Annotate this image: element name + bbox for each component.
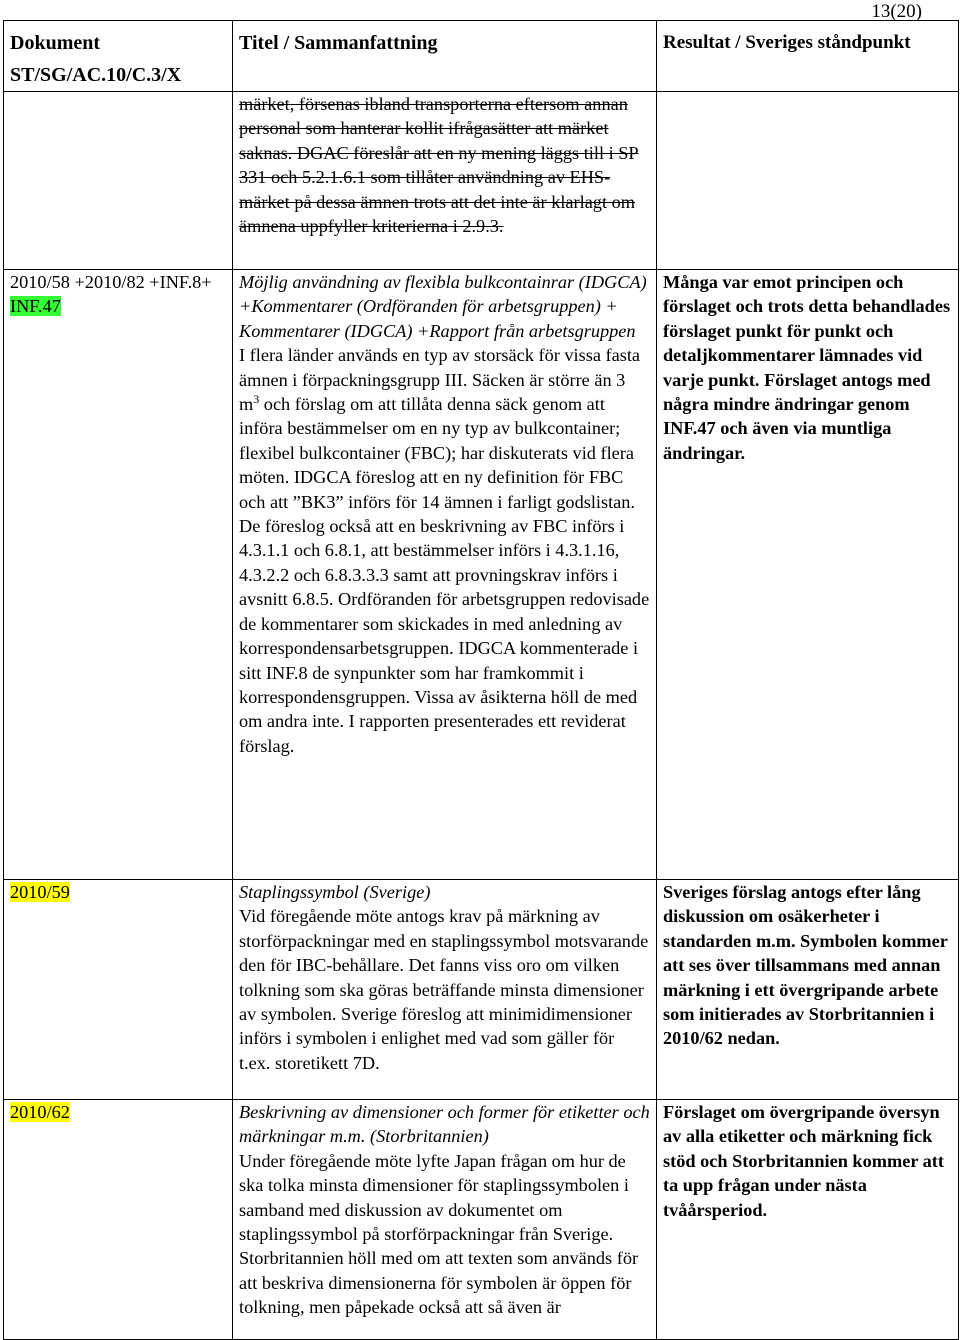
row-document-cell [4,880,233,1100]
highlighted-reference: 2010/62 [10,1102,70,1122]
result-text: Förslaget om övergripande översyn av alla etiketter och märkning fick stöd och Storbritannien kommer att ta upp frågan under nästa tvåårsperiod. [663,1102,944,1220]
row-document-cell [4,270,233,880]
struck-text: märket, försenas ibland transporterna eftersom annan personal som hanterar kollit ifrågasätter att märket saknas. DGAC föreslår att en ny mening läggs till i SP 331 och 5.2.1.6.1 som tillåter användning av EHS-märket på dessa ämnen trots att det inte är klarlagt om ämnena uppfyller kriterierna i 2.9.3. [239,94,639,237]
document-table [3,20,959,1340]
document-reference: 2010/58 +2010/82 +INF.8+ [10,272,212,292]
row-result-cell [657,880,959,1100]
table-row [4,880,959,1100]
header-document-code: ST/SG/AC.10/C.3/X [10,64,182,86]
result-text: Sveriges förslag antogs efter lång diskussion om osäkerheter i standarden m.m. Symbolen kommer att ses över tillsammans med annan märkning i ett övergripande arbete som initierades av Storbritannien i 2010/62 nedan. [663,882,948,1049]
page-number: 13(20) [871,1,922,22]
table-row [4,270,959,880]
highlighted-reference: 2010/59 [10,882,70,902]
row-result-cell [657,1100,959,1340]
row-document-cell [4,92,233,270]
row-result-cell [657,92,959,270]
item-title: Möjlig användning av flexibla bulkcontainrar (IDGCA) +Kommentarer (Ordföranden för arbetsgruppen) + Kommentarer (IDGCA) +Rapport från arbetsgruppen [239,272,647,341]
header-title: Titel / Sammanfattning [233,21,657,92]
item-title: Beskrivning av dimensioner och former för etiketter och märkningar m.m. (Storbritannien) [239,1102,650,1147]
row-document-cell [4,1100,233,1340]
table-header-row [4,21,959,92]
header-document [4,21,233,92]
row-result-cell [657,270,959,880]
highlighted-reference: INF.47 [10,296,61,317]
item-title: Staplingssymbol (Sverige) [239,882,431,902]
row-summary-cell [233,880,657,1100]
item-body: I flera länder används en typ av storsäck för vissa fasta ämnen i förpackningsgrupp III. Säcken är större än 3 $m^3$ och förslag om att tillåta denna säck genom att införa bestämmelser om en ny typ av bulkcontainer; flexibel bulkcontainer (FBC); har diskuterats vid flera möten. IDGCA föreslog att en ny definition för FBC och att ”BK3” införs för 14 ämnen i farligt godslistan. De föreslog också att en beskrivning av FBC införs i 4.3.1.1 och 6.8.1, att bestämmelser införs i 4.3.1.16, 4.3.2.2 och 6.8.3.3.3 samt att provningskrav införs i avsnitt 6.8.5. Ordföranden för arbetsgruppen redovisade de kommentarer som skickades in med anledning av korrespondensarbetsgruppen. IDGCA kommenterade i sitt INF.8 de synpunkter som har framkommit i korrespondensgruppen. Vissa av åsikterna höll de med om andra inte. I rapporten presenterades ett reviderat förslag. [239,345,650,756]
header-document-label: Dokument [10,32,101,54]
result-text: Många var emot principen och förslaget och trots detta behandlades förslaget punkt för punkt och detaljkommentarer lämnades vid varje punkt. Förslaget antogs med några mindre ändringar genom INF.47 och även via muntliga ändringar. [663,272,951,463]
row-summary-cell [233,92,657,270]
item-body: Vid föregående möte antogs krav på märkning av storförpackningar med en staplingssymbol motsvarande den för IBC-behållare. Det fanns viss oro om vilken tolkning som ska göras beträffande minsta dimensioner av symbolen. Sverige föreslog att minimidimensioner införs i symbolen i enlighet med vad som gäller för t.ex. storetikett 7D. [239,906,649,1073]
table-row [4,92,959,270]
item-body: Under föregående möte lyfte Japan frågan om hur de ska tolka minsta dimensioner för staplingssymbolen i samband med diskussion av dokumentet om staplingssymbol på storförpackningar från Sverige. Storbritannien höll med om att texten som används för att beskriva dimensionerna för symbolen är öppen för tolkning, men påpekade också att så även är [239,1150,639,1318]
row-summary-cell [233,1100,657,1340]
header-result: Resultat / Sveriges ståndpunkt [657,21,959,92]
table-row [4,1100,959,1340]
row-summary-cell [233,270,657,880]
